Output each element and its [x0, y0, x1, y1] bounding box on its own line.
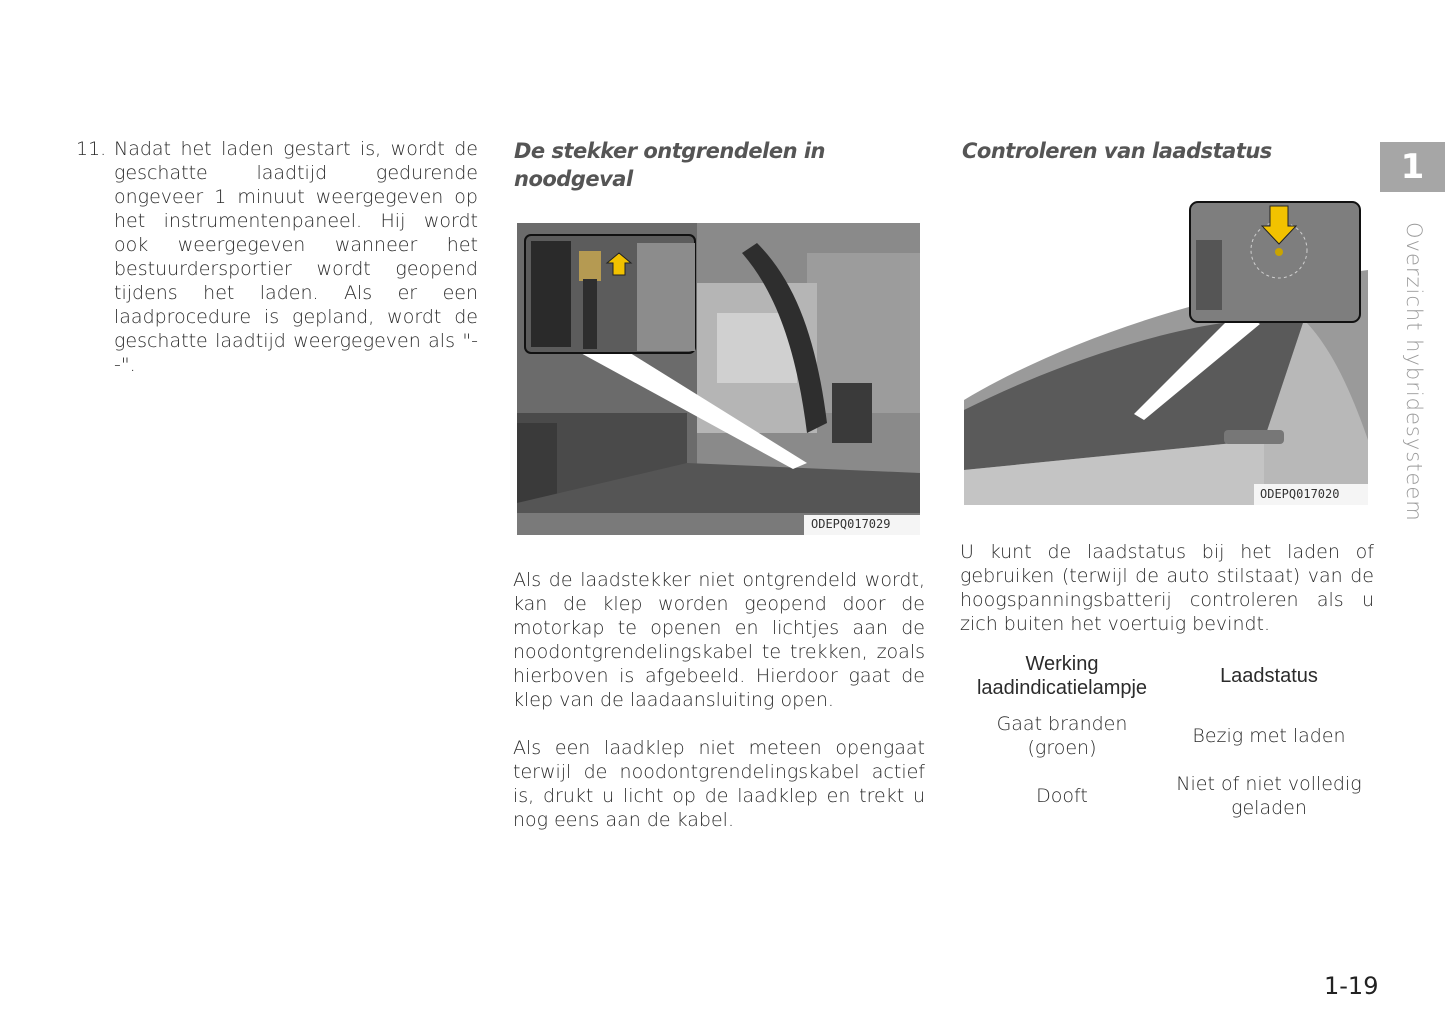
windshield-figure	[964, 200, 1368, 505]
table-cell: Gaat branden (groen)	[996, 713, 1128, 759]
table-row	[962, 706, 1376, 766]
figure-code: ODEPQ017020	[1260, 487, 1340, 501]
table-cell: Dooft	[1036, 785, 1088, 807]
engine-bay-illustration	[517, 223, 920, 535]
engine-bay-figure	[517, 223, 920, 535]
charging-status-table	[962, 646, 1376, 826]
figure-code: ODEPQ017029	[811, 517, 891, 531]
section-heading-emergency-release: De stekker ontgrendelen in noodgeval	[514, 139, 825, 191]
windshield-illustration	[964, 200, 1368, 505]
section-heading-charging-status: Controleren van laadstatus	[962, 139, 1272, 163]
table-cell: Niet of niet volledig geladen	[1176, 773, 1362, 819]
table-header-row	[962, 646, 1376, 706]
page-number: 1-19	[1324, 972, 1379, 1000]
table-cell: Bezig met laden	[1192, 725, 1346, 747]
item-number: 11.	[76, 138, 107, 160]
chapter-title: Overzicht hybridesysteem	[1402, 222, 1426, 522]
item-text: Nadat het laden gestart is, wordt de geschatte laadtijd gedurende ongeveer 1 minuut weergegeven op het instrumentenpaneel. Hij wordt ook weergegeven wanneer het bestuurdersportier wordt geopend tijdens het laden. Als er een laadprocedure is gepland, wordt de geschatte laadtijd weergegeven als "--".	[114, 138, 478, 376]
table-row	[962, 766, 1376, 826]
emergency-release-paragraph-1: Als de laadstekker niet ontgrendeld wordt, kan de klep worden geopend door de motorkap te openen en lichtjes aan de noodontgrendelingskabel te trekken, zoals hierboven is afgebeeld. Hierdoor gaat de klep van de laadaansluiting open.	[513, 569, 925, 711]
charging-status-paragraph: U kunt de laadstatus bij het laden of gebruiken (terwijl de auto stilstaat) van de hoogspanningsbatterij controleren als u zich buiten het voertuig bevindt.	[960, 541, 1374, 635]
table-header-cell: Werking laadindicatielampje	[976, 653, 1148, 699]
table-header-cell: Laadstatus	[1220, 665, 1318, 687]
chapter-tab: 1	[1380, 142, 1445, 192]
emergency-release-paragraph-2: Als een laadklep niet meteen opengaat terwijl de noodontgrendelingskabel actief is, drukt u licht op de laadklep en trekt u nog eens aan de kabel.	[513, 737, 925, 831]
